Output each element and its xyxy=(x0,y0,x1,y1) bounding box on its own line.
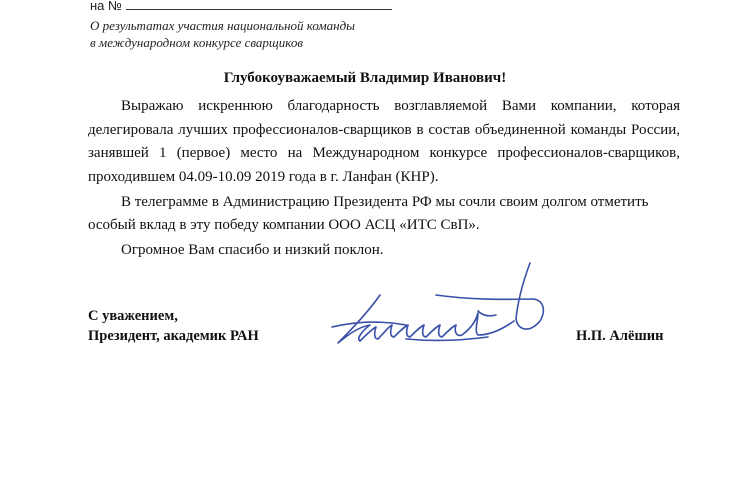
signer-name: Н.П. Алёшин xyxy=(576,328,664,344)
letter-body xyxy=(88,95,680,264)
reference-number-line xyxy=(90,0,392,13)
body-paragraph-2: В телеграмме в Администрацию Президента РФ мы сочли своим долгом отметить особый вклад в эту победу компании ООО АСЦ «ИТС СвП». xyxy=(88,193,649,233)
reference-prefix: на № xyxy=(90,0,122,13)
handwritten-signature xyxy=(318,255,558,355)
body-paragraph-3: Огромное Вам спасибо и низкий поклон. xyxy=(121,242,384,258)
closing-block xyxy=(88,306,259,346)
subject-line-1: О результатах участия национальной команды xyxy=(90,18,355,33)
salutation: Глубокоуважаемый Владимир Иванович! xyxy=(223,70,507,86)
subject-line-2: в международном конкурсе сварщиков xyxy=(90,35,303,50)
reference-blank-underline xyxy=(126,1,392,10)
signer-title: Президент, академик РАН xyxy=(88,328,259,344)
letter-subject xyxy=(90,17,355,51)
closing-regards: С уважением, xyxy=(88,308,178,324)
body-paragraph-1: Выражаю искреннюю благодарность возглавляемой Вами компании, которая делегировала лучших профессионалов-сварщиков в состав объединенной команды России, занявшей 1 (первое) место на Международном конкурсе профессионалов-сварщиков, проходившем 04.09-10.09 2019 года в г. Ланфан (КНР). xyxy=(88,98,680,185)
